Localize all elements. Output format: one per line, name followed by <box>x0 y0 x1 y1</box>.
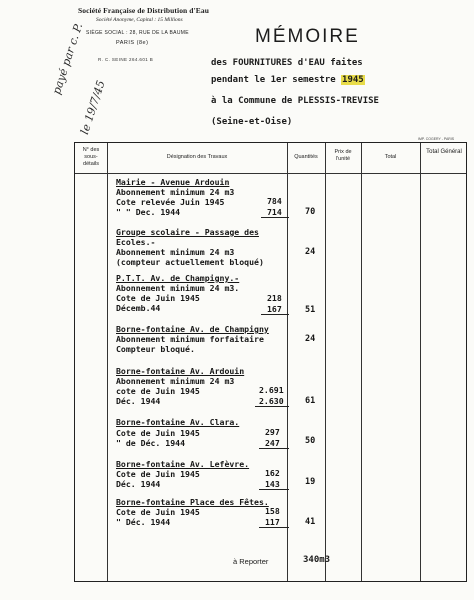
item-line: (compteur actuellement bloqué) <box>116 257 264 267</box>
column-divider <box>361 143 362 581</box>
item-line: " " Dec. 1944 <box>116 207 181 217</box>
meter-reading: 158 <box>265 506 280 516</box>
meter-reading: 2.630 <box>259 396 284 406</box>
item-title: Borne-fontaine Av. Ardouin <box>116 366 245 376</box>
item-line: " de Déc. 1944 <box>116 438 186 448</box>
item-line: Cote de Juin 1945 <box>116 293 200 303</box>
header-total: Total <box>384 154 397 160</box>
column-divider <box>325 143 326 581</box>
header-price: Prix de l'unité <box>334 149 352 162</box>
item-quantity: 19 <box>305 477 316 487</box>
item-line: Cote de Juin 1945 <box>116 507 200 517</box>
item-line: Décemb.44 <box>116 303 161 313</box>
column-divider <box>420 143 421 581</box>
item-line: Déc. 1944 <box>116 479 161 489</box>
carry-forward-value: 340m3 <box>303 555 331 565</box>
item-quantity: 24 <box>305 247 316 257</box>
invoice-table <box>74 142 467 582</box>
subtitle-line-2 <box>211 75 365 85</box>
company-name: Société Française de Distribution d'Eau <box>78 6 209 15</box>
company-rc: R. C. SEINE 264.601 B <box>98 57 154 62</box>
item-title: P.T.T. Av. de Champigny.- <box>116 273 240 283</box>
meter-reading: 714 <box>267 207 282 217</box>
meter-reading: 247 <box>265 438 280 448</box>
company-capital: Société Anonyme, Capital : 15 Millions <box>96 17 183 23</box>
subtraction-rule <box>259 489 289 490</box>
subtraction-rule <box>259 527 289 528</box>
subtitle-line-4: (Seine-et-Oise) <box>211 117 293 127</box>
header-quantities: Quantités <box>294 154 318 160</box>
header-rule <box>75 173 466 174</box>
item-line: Déc. 1944 <box>116 396 161 406</box>
item-line: Ecoles.- <box>116 237 156 247</box>
item-line: Cote de Juin 1945 <box>116 469 200 479</box>
item-line: Abonnement minimum 24 m3 <box>116 247 235 257</box>
item-line: Cote relevée Juin 1945 <box>116 197 225 207</box>
header-num: N° des sous-détails <box>82 147 100 167</box>
item-line: Abonnement minimum 24 m3. <box>116 283 240 293</box>
item-title: Borne-fontaine Av. de Champigny <box>116 324 269 334</box>
handwritten-line-1: payé par c. P. <box>50 21 86 97</box>
item-line: Abonnement minimum 24 m3 <box>116 187 235 197</box>
item-title: Borne-fontaine Place des Fêtes. <box>116 497 269 507</box>
item-quantity: 41 <box>305 517 316 527</box>
handwritten-line-2: le 19/7/45 <box>78 78 108 137</box>
item-line: " Déc. 1944 <box>116 517 171 527</box>
item-quantity: 50 <box>305 436 316 446</box>
item-line: Cote de Juin 1945 <box>116 428 200 438</box>
printer-mark: IMP. COGERY - PARIS <box>418 137 455 141</box>
item-title: Groupe scolaire - Passage des <box>116 227 259 237</box>
handwritten-note <box>50 22 85 96</box>
handwritten-date <box>78 79 108 136</box>
item-line: Abonnement minimum forfaitaire <box>116 334 264 344</box>
subtitle-year: 1945 <box>342 75 364 85</box>
item-quantity: 61 <box>305 396 316 406</box>
meter-reading: 218 <box>267 293 282 303</box>
meter-reading: 117 <box>265 517 280 527</box>
carry-forward-label: à Reporter <box>233 557 269 566</box>
meter-reading: 784 <box>267 196 282 206</box>
item-quantity: 51 <box>305 305 316 315</box>
item-title: Mairie - Avenue Ardouin <box>116 177 230 187</box>
subtraction-rule <box>261 217 289 218</box>
company-address: SIÈGE SOCIAL : 28, RUE DE LA BAUME <box>86 30 189 36</box>
item-quantity: 70 <box>305 207 316 217</box>
subtitle-line-3: à la Commune de PLESSIS-TREVISE <box>211 96 379 106</box>
header-designation: Désignation des Travaux <box>166 154 228 160</box>
page-title: MÉMOIRE <box>255 26 360 47</box>
item-line: Abonnement minimum 24 m3 <box>116 376 235 386</box>
item-title: Borne-fontaine Av. Clara. <box>116 417 240 427</box>
meter-reading: 2.691 <box>259 385 284 395</box>
subtraction-rule <box>261 314 289 315</box>
meter-reading: 167 <box>267 304 282 314</box>
item-title: Borne-fontaine Av. Lefèvre. <box>116 459 250 469</box>
company-city: PARIS (8e) <box>116 40 149 46</box>
subtraction-rule <box>259 448 289 449</box>
item-line: Compteur bloqué. <box>116 344 195 354</box>
header-grand-total: Total Général <box>426 149 462 155</box>
subtraction-rule <box>255 406 289 407</box>
meter-reading: 162 <box>265 468 280 478</box>
subtitle-line-1: des FOURNITURES d'EAU faites <box>211 58 363 68</box>
item-quantity: 24 <box>305 334 316 344</box>
meter-reading: 297 <box>265 427 280 437</box>
column-divider <box>287 143 288 581</box>
meter-reading: 143 <box>265 479 280 489</box>
item-line: cote de Juin 1945 <box>116 386 200 396</box>
subtitle-period: pendant le 1er semestre <box>211 75 342 85</box>
column-divider <box>107 143 108 581</box>
